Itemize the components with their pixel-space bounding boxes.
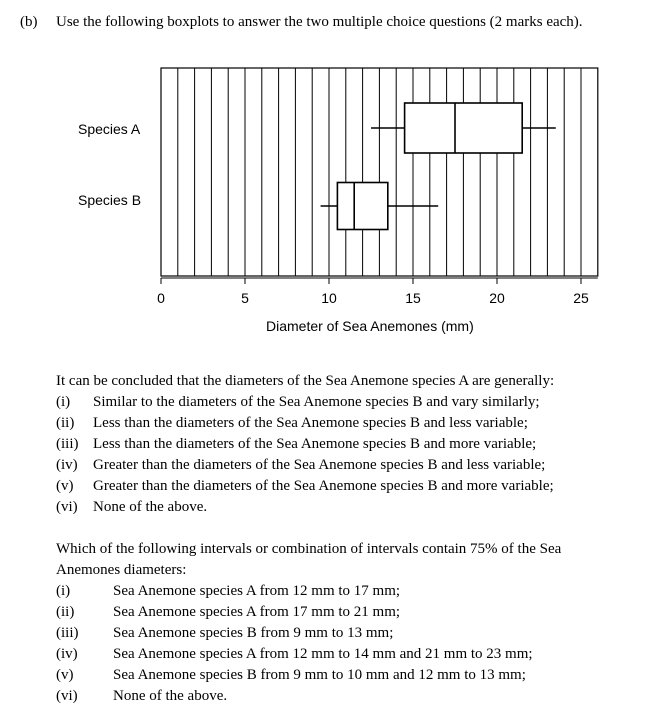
q1-option-label: (v) <box>56 478 74 494</box>
x-tick-label: 15 <box>405 290 421 306</box>
q1-option-text: Similar to the diameters of the Sea Anemone species B and vary similarly; <box>93 394 540 410</box>
x-axis-label: Diameter of Sea Anemones (mm) <box>266 318 474 334</box>
q2-option-label: (iv) <box>56 646 78 662</box>
q1-option-text: Greater than the diameters of the Sea Anemone species B and more variable; <box>93 478 554 494</box>
q2-option-text: Sea Anemone species B from 9 mm to 13 mm; <box>113 625 394 641</box>
question-2-stem-line-2: Anemones diameters: <box>56 562 187 578</box>
q1-option-label: (vi) <box>56 499 78 515</box>
x-tick-label: 20 <box>489 290 505 306</box>
q2-option-text: Sea Anemone species B from 9 mm to 10 mm and 12 mm to 13 mm; <box>113 667 526 683</box>
q2-option-text: None of the above. <box>113 688 228 704</box>
series-label-species-a: Species A <box>78 121 141 137</box>
question-2-stem-line-1: Which of the following intervals or combination of intervals contain 75% of the Sea <box>56 541 562 557</box>
q1-option-label: (ii) <box>56 415 75 431</box>
q2-option-text: Sea Anemone species A from 12 mm to 14 mm and 21 mm to 23 mm; <box>113 646 533 662</box>
interquartile-box <box>337 183 387 230</box>
question-1-stem: It can be concluded that the diameters of the Sea Anemone species A are generally: <box>56 373 555 389</box>
q1-option-text: Less than the diameters of the Sea Anemone species B and more variable; <box>93 436 537 452</box>
q1-option-text: None of the above. <box>93 499 208 515</box>
boxplot-layer <box>321 103 556 230</box>
q2-option-label: (i) <box>56 583 71 599</box>
interquartile-box <box>405 103 523 153</box>
x-tick-label: 10 <box>321 290 337 306</box>
q1-option-text: Greater than the diameters of the Sea Anemone species B and less variable; <box>93 457 546 473</box>
x-tick-label: 25 <box>573 290 589 306</box>
grid-lines <box>161 68 598 276</box>
instruction-text: Use the following boxplots to answer the two multiple choice questions (2 marks each). <box>56 14 583 30</box>
q2-option-label: (vi) <box>56 688 78 704</box>
part-label: (b) <box>20 14 38 30</box>
q1-option-label: (iv) <box>56 457 78 473</box>
x-tick-label: 0 <box>157 290 165 306</box>
series-label-species-b: Species B <box>78 192 142 208</box>
q2-option-text: Sea Anemone species A from 12 mm to 17 mm; <box>113 583 401 599</box>
q1-option-label: (i) <box>56 394 71 410</box>
x-axis <box>157 278 598 306</box>
boxplot-species-b <box>321 183 439 230</box>
q2-option-label: (v) <box>56 667 74 683</box>
q2-option-label: (ii) <box>56 604 75 620</box>
q2-option-text: Sea Anemone species A from 17 mm to 21 mm; <box>113 604 401 620</box>
q1-option-label: (iii) <box>56 436 79 452</box>
q2-option-label: (iii) <box>56 625 79 641</box>
x-tick-label: 5 <box>241 290 249 306</box>
q1-option-text: Less than the diameters of the Sea Anemone species B and less variable; <box>93 415 528 431</box>
boxplot-species-a <box>371 103 556 153</box>
